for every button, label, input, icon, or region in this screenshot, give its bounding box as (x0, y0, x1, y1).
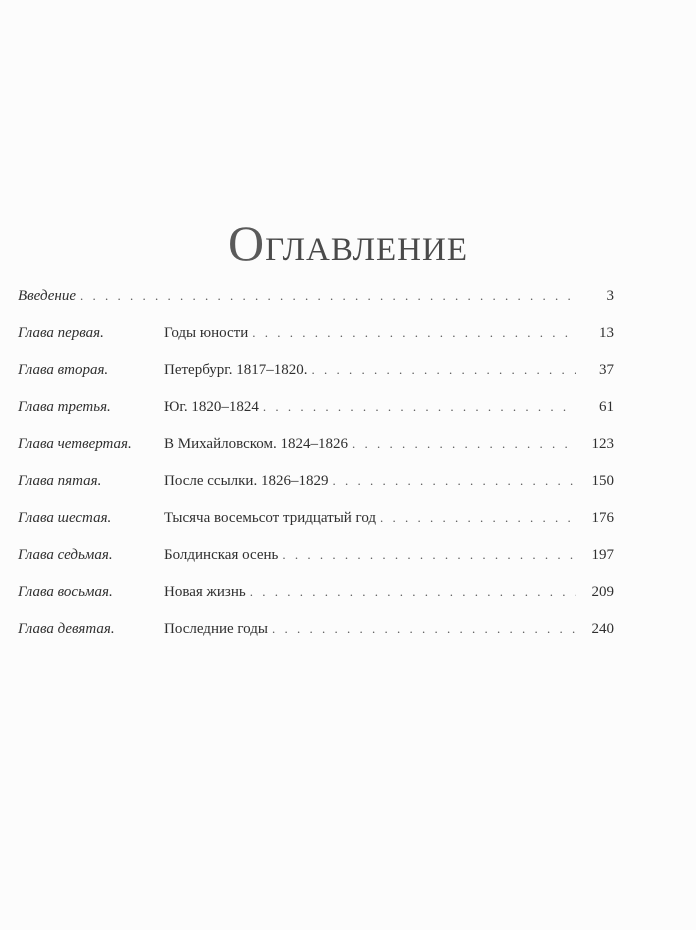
toc-row-introduction[interactable] (0, 284, 696, 308)
toc-chapter-label: Глава третья. (18, 399, 111, 415)
toc-entry-title: Годы юности (164, 325, 249, 341)
toc-entry-title: Юг. 1820–1824 (164, 399, 259, 415)
title-rest: ГЛАВЛЕНИЕ (265, 232, 469, 269)
toc-entry-title: После ссылки. 1826–1829 (164, 473, 329, 489)
toc-page-number: 176 (576, 506, 614, 530)
toc-entry (164, 617, 614, 641)
toc-page-number: 197 (576, 543, 614, 567)
toc-chapter-label: Глава пятая. (18, 473, 102, 489)
toc-row-chapter-5[interactable] (0, 469, 696, 493)
toc-row-chapter-4[interactable] (0, 432, 696, 456)
dot-leader (282, 543, 614, 567)
toc-entry-title: Новая жизнь (164, 584, 246, 600)
toc-entry-title: Последние годы (164, 621, 268, 637)
toc-entry (164, 469, 614, 493)
toc-page-number: 209 (576, 580, 614, 604)
toc-page-number: 150 (576, 469, 614, 493)
toc-chapter-label: Глава первая. (18, 325, 104, 341)
toc-row-chapter-6[interactable] (0, 506, 696, 530)
title-initial: О (227, 215, 266, 272)
toc-entry (18, 284, 614, 308)
toc-entry-title: В Михайловском. 1824–1826 (164, 436, 348, 452)
toc-entry-title: Болдинская осень (164, 547, 279, 563)
dot-leader (263, 395, 614, 419)
dot-leader (272, 617, 614, 641)
dot-leader (332, 469, 614, 493)
toc-chapter-label: Глава седьмая. (18, 547, 113, 563)
toc-page-number: 37 (576, 358, 614, 382)
toc-entry-title: Петербург. 1817–1820. (164, 362, 308, 378)
toc-page-number: 240 (576, 617, 614, 641)
toc-row-chapter-3[interactable] (0, 395, 696, 419)
dot-leader (250, 580, 614, 604)
toc-chapter-label: Глава четвертая. (18, 436, 132, 452)
toc-row-chapter-7[interactable] (0, 543, 696, 567)
toc-entry (164, 321, 614, 345)
dot-leader (311, 358, 614, 382)
toc-row-chapter-2[interactable] (0, 358, 696, 382)
toc-page-number: 123 (576, 432, 614, 456)
toc-page-number: 3 (576, 284, 614, 308)
toc-chapter-label: Глава вторая. (18, 362, 109, 378)
toc-row-chapter-1[interactable] (0, 321, 696, 345)
toc-row-chapter-8[interactable] (0, 580, 696, 604)
toc-chapter-label: Глава шестая. (18, 510, 112, 526)
dot-leader (352, 432, 614, 456)
toc-entry (164, 506, 614, 530)
toc-entry (164, 432, 614, 456)
toc-entry (164, 358, 614, 382)
toc-entry (164, 395, 614, 419)
toc-entry (164, 543, 614, 567)
dot-leader (80, 284, 614, 308)
toc-page-number: 61 (576, 395, 614, 419)
dot-leader (252, 321, 614, 345)
toc-entry (164, 580, 614, 604)
toc-entry-title: Тысяча восемьсот тридцатый год (164, 510, 377, 526)
page-title (0, 215, 696, 272)
toc-row-chapter-9[interactable] (0, 617, 696, 641)
toc-chapter-label: Глава восьмая. (18, 584, 113, 600)
toc-entry-title: Введение (18, 288, 76, 304)
toc-chapter-label: Глава девятая. (18, 621, 115, 637)
toc-page-number: 13 (576, 321, 614, 345)
